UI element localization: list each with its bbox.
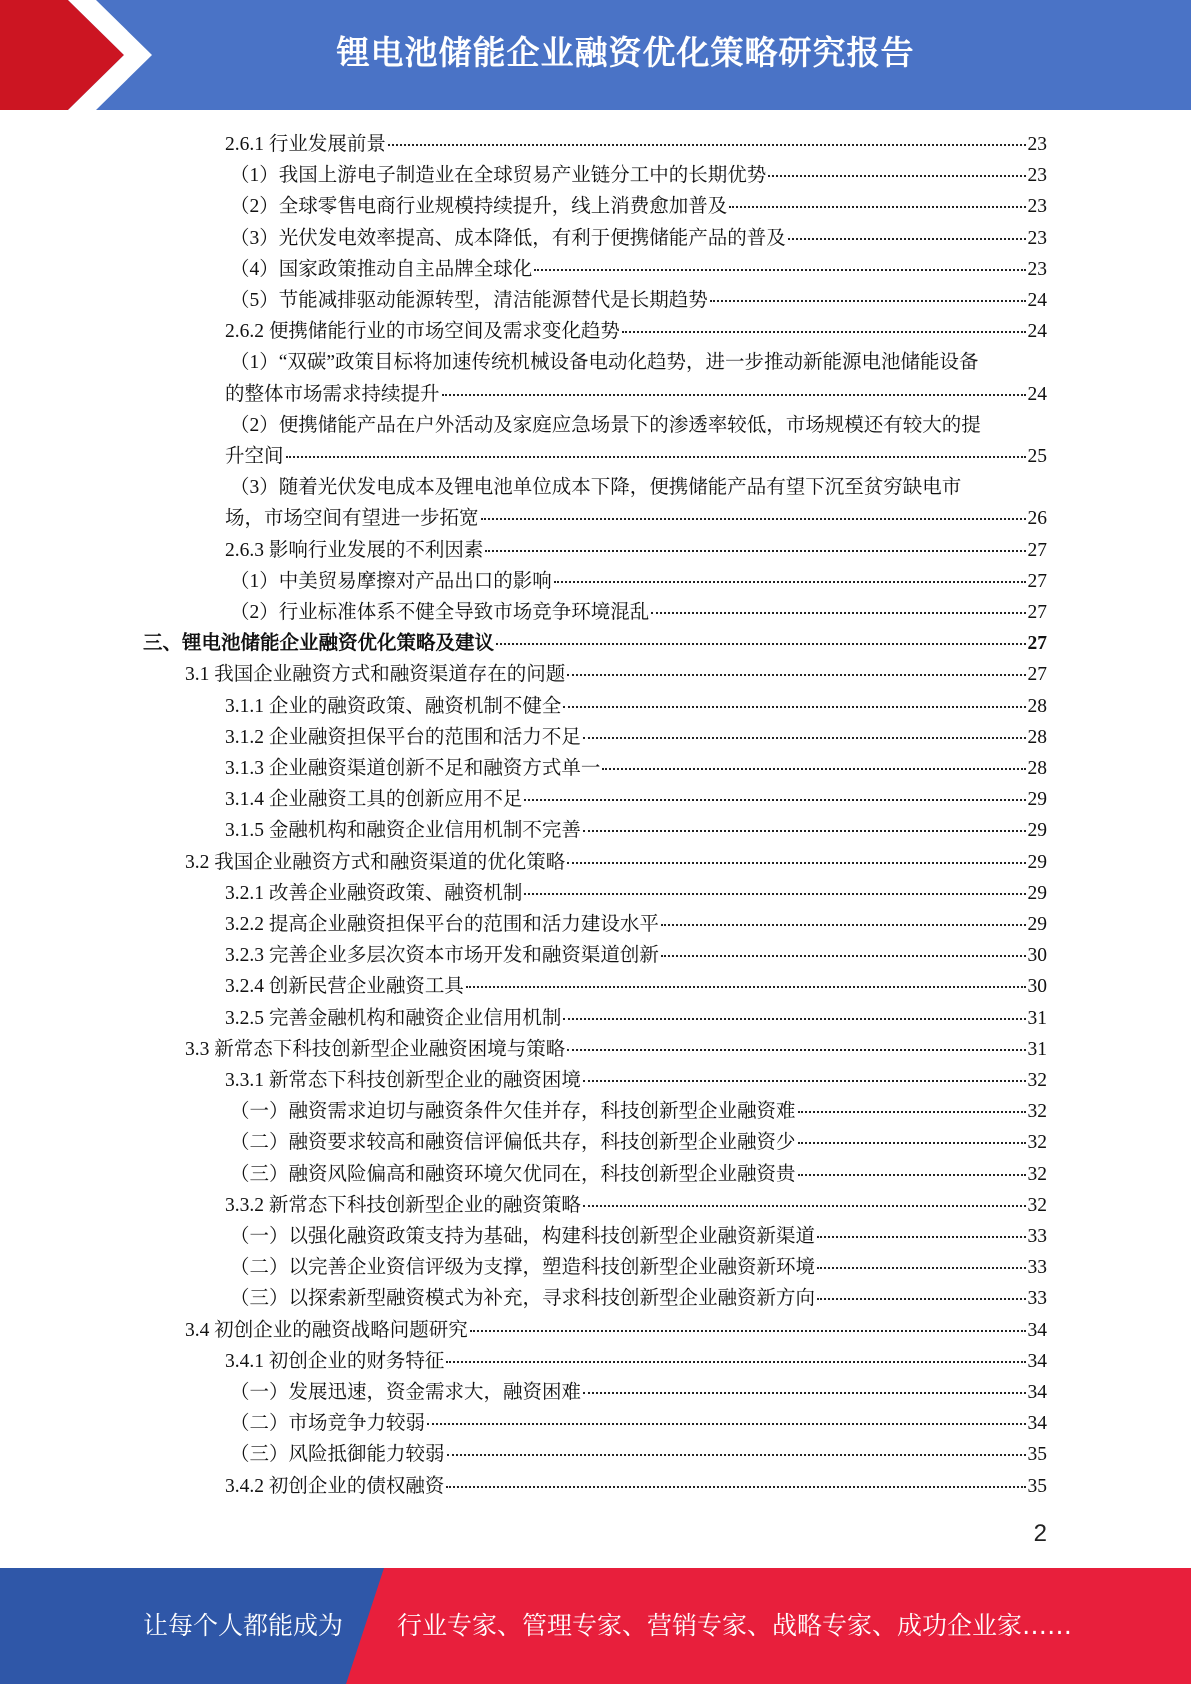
toc-entry[interactable]	[225, 939, 1047, 967]
toc-leader-dots	[798, 1173, 1026, 1176]
footer-banner	[0, 1568, 1191, 1684]
toc-entry-text: 三、锂电池储能企业融资优化策略及建议	[143, 633, 495, 655]
toc-leader-dots	[768, 174, 1025, 177]
toc-entry-text: 2.6.2 便携储能行业的市场空间及需求变化趋势	[225, 321, 620, 343]
toc-entry[interactable]	[230, 1126, 1047, 1154]
toc-entry-text: 3.2.2 提高企业融资担保平台的范围和活力建设水平	[225, 914, 659, 935]
toc-entry-text: 场，市场空间有望进一步拓宽	[225, 508, 479, 530]
toc-entry[interactable]	[225, 1345, 1047, 1373]
toc-leader-dots	[788, 237, 1026, 240]
toc-page-number: 28	[1027, 758, 1047, 779]
toc-leader-dots	[567, 673, 1025, 676]
toc-entry-text: （2）全球零售电商行业规模持续提升，线上消费愈加普及	[230, 196, 728, 218]
toc-page-number: 31	[1027, 1038, 1047, 1060]
toc-leader-dots	[470, 1329, 1026, 1332]
header-banner	[0, 0, 1191, 110]
toc-entry[interactable]	[225, 814, 1047, 842]
toc-leader-dots	[427, 1422, 1025, 1425]
toc-entry-text: （1）我国上游电子制造业在全球贸易产业链分工中的长期优势	[230, 165, 767, 187]
toc-entry-text: （三）融资风险偏高和融资环境欠优同在，科技创新型企业融资贵	[230, 1163, 796, 1185]
toc-page-number: 35	[1027, 1475, 1047, 1497]
toc-entry[interactable]	[225, 752, 1047, 780]
toc-entry-text: 3.4.1 初创企业的财务特征	[225, 1350, 445, 1372]
toc-leader-dots	[729, 205, 1025, 208]
toc-entry[interactable]	[225, 721, 1047, 749]
toc-entry[interactable]	[230, 284, 1047, 312]
toc-entry-text: 3.3.2 新常态下科技创新型企业的融资策略	[225, 1194, 581, 1216]
toc-entry-text: （二）市场竞争力较弱	[230, 1413, 426, 1435]
toc-page-number: 33	[1027, 1226, 1047, 1247]
toc-entry[interactable]	[225, 1002, 1047, 1030]
toc-entry-text: 3.4 初创企业的融资战略问题研究	[185, 1319, 468, 1341]
toc-entry[interactable]	[230, 1095, 1047, 1123]
toc-leader-dots	[554, 580, 1026, 583]
toc-entry[interactable]	[230, 1438, 1047, 1466]
toc-entry-text: 3.2.3 完善企业多层次资本市场开发和融资渠道创新	[225, 945, 659, 967]
toc-leader-dots	[563, 1017, 1025, 1020]
toc-page-number: 32	[1027, 1163, 1047, 1185]
toc-entry[interactable]	[230, 1220, 1047, 1248]
toc-leader-dots	[583, 1204, 1026, 1207]
toc-entry[interactable]	[143, 627, 1047, 655]
toc-leader-dots	[442, 393, 1026, 396]
toc-leader-dots	[583, 736, 1026, 739]
toc-page-number: 34	[1027, 1319, 1047, 1341]
toc-page-number: 34	[1027, 1382, 1047, 1403]
page-number: 2	[1033, 1520, 1047, 1547]
toc-entry-text: 3.2.4 创新民营企业融资工具	[225, 976, 464, 998]
toc-entry[interactable]	[230, 471, 961, 499]
toc-entry-text: 3.1.3 企业融资渠道创新不足和融资方式单一	[225, 758, 601, 779]
toc-page-number: 34	[1027, 1413, 1047, 1435]
toc-entry-text: 3.4.2 初创企业的债权融资	[225, 1475, 445, 1497]
toc-entry-text: 3.2 我国企业融资方式和融资渠道的优化策略	[185, 851, 566, 873]
toc-page-number: 29	[1027, 914, 1047, 935]
toc-entry-text: 3.2.1 改善企业融资政策、融资机制	[225, 882, 523, 904]
toc-entry[interactable]	[230, 159, 1047, 187]
toc-leader-dots	[661, 954, 1026, 957]
toc-entry-text: 3.3.1 新常态下科技创新型企业的融资困境	[225, 1070, 581, 1091]
toc-entry[interactable]	[230, 1158, 1047, 1186]
toc-entry[interactable]	[225, 502, 1047, 530]
toc-leader-dots	[481, 517, 1026, 520]
toc-leader-dots	[602, 767, 1025, 770]
toc-entry[interactable]	[225, 1470, 1047, 1498]
toc-leader-dots	[534, 268, 1025, 271]
toc-leader-dots	[446, 1485, 1025, 1488]
toc-page-number: 29	[1027, 882, 1047, 904]
toc-leader-dots	[563, 705, 1025, 708]
toc-entry[interactable]	[225, 440, 1047, 468]
toc-page-number: 27	[1027, 602, 1047, 623]
toc-entry-text: 3.3 新常态下科技创新型企业融资困境与策略	[185, 1038, 566, 1060]
toc-leader-dots	[466, 985, 1026, 988]
toc-page-number: 31	[1027, 1007, 1047, 1029]
toc-entry-text: （3）光伏发电效率提高、成本降低，有利于便携储能产品的普及	[230, 227, 786, 249]
toc-leader-dots	[496, 642, 1025, 645]
toc-page-number: 25	[1027, 446, 1047, 467]
toc-page-number: 24	[1027, 321, 1047, 343]
toc-entry-text: （1）“双碳”政策目标将加速传统机械设备电动化趋势，进一步推动新能源电池储能设备	[230, 352, 979, 374]
toc-entry-text: （3）随着光伏发电成本及锂电池单位成本下降，便携储能产品有望下沉至贫穷缺电市	[230, 477, 962, 499]
toc-leader-dots	[622, 330, 1026, 333]
toc-entry-text: （三）以探索新型融资模式为补充，寻求科技创新型企业融资新方向	[230, 1288, 816, 1310]
toc-entry-text: （三）风险抵御能力较弱	[230, 1444, 445, 1466]
footer-slogan-right: 行业专家、管理专家、营销专家、战略专家、成功企业家……	[397, 1611, 1073, 1640]
toc-page-number: 27	[1027, 664, 1047, 686]
toc-page-number: 23	[1027, 227, 1047, 249]
toc-entry[interactable]	[230, 596, 1047, 624]
toc-leader-dots	[661, 923, 1026, 926]
toc-entry-text: （2）便携储能产品在户外活动及家庭应急场景下的渗透率较低，市场规模还有较大的提	[230, 414, 981, 436]
toc-entry[interactable]	[225, 1064, 1047, 1092]
toc-entry-text: 升空间	[225, 446, 284, 467]
toc-page-number: 32	[1027, 1132, 1047, 1154]
toc-entry-text: （5）节能减排驱动能源转型，清洁能源替代是长期趋势	[230, 290, 708, 311]
toc-page-number: 30	[1027, 945, 1047, 967]
toc-entry[interactable]	[230, 1282, 1047, 1310]
toc-entry[interactable]	[185, 658, 1047, 686]
toc-entry-text: （二）以完善企业资信评级为支撑，塑造科技创新型企业融资新环境	[230, 1257, 816, 1279]
toc-leader-dots	[651, 611, 1025, 614]
toc-page-number: 29	[1027, 820, 1047, 842]
toc-entry-text: （1）中美贸易摩擦对产品出口的影响	[230, 570, 552, 592]
toc-entry-text: 3.2.5 完善金融机构和融资企业信用机制	[225, 1007, 562, 1029]
toc-leader-dots	[286, 455, 1026, 458]
toc-page-number: 27	[1027, 633, 1047, 655]
toc-leader-dots	[524, 798, 1025, 801]
toc-leader-dots	[388, 143, 1026, 146]
toc-leader-dots	[583, 1079, 1026, 1082]
toc-page-number: 26	[1027, 508, 1047, 530]
toc-entry-text: 2.6.3 影响行业发展的不利因素	[225, 539, 484, 561]
toc-entry[interactable]	[225, 908, 1047, 936]
toc-page-number: 23	[1027, 196, 1047, 218]
toc-entry[interactable]	[230, 253, 1047, 281]
toc-leader-dots	[817, 1266, 1025, 1269]
toc-entry-text: 的整体市场需求持续提升	[225, 383, 440, 405]
toc-leader-dots	[817, 1297, 1025, 1300]
toc-page-number: 24	[1027, 290, 1047, 311]
toc-entry[interactable]	[230, 1407, 1047, 1435]
toc-entry[interactable]	[185, 1314, 1047, 1342]
toc-page-number: 24	[1027, 383, 1047, 405]
toc-leader-dots	[817, 1235, 1025, 1238]
toc-page-number: 23	[1027, 165, 1047, 187]
toc-entry[interactable]	[225, 783, 1047, 811]
toc-page-number: 23	[1027, 134, 1047, 155]
toc-page-number: 29	[1027, 789, 1047, 811]
toc-page-number: 32	[1027, 1101, 1047, 1123]
toc-entry[interactable]	[225, 128, 1047, 156]
toc-entry-text: （2）行业标准体系不健全导致市场竞争环境混乱	[230, 602, 650, 623]
page-title: 锂电池储能企业融资优化策略研究报告	[336, 33, 915, 72]
toc-page-number: 28	[1027, 695, 1047, 717]
toc-leader-dots	[798, 1141, 1026, 1144]
toc-entry[interactable]	[185, 846, 1047, 874]
toc-leader-dots	[583, 829, 1026, 832]
toc-page-number: 28	[1027, 726, 1047, 748]
toc-entry-text: 3.1.4 企业融资工具的创新应用不足	[225, 789, 523, 811]
toc-leader-dots	[524, 892, 1025, 895]
toc-entry[interactable]	[230, 1376, 1047, 1404]
toc-entry[interactable]	[185, 1033, 1047, 1061]
toc-leader-dots	[710, 299, 1026, 302]
toc-page-number: 32	[1027, 1194, 1047, 1216]
toc-page-number: 34	[1027, 1350, 1047, 1372]
toc-page-number: 32	[1027, 1070, 1047, 1091]
toc-entry[interactable]	[230, 409, 981, 437]
toc-page-number: 23	[1027, 258, 1047, 280]
toc-page-number: 29	[1027, 851, 1047, 873]
toc-leader-dots	[447, 1453, 1026, 1456]
toc-entry[interactable]	[230, 190, 1047, 218]
toc-leader-dots	[446, 1360, 1025, 1363]
toc-entry[interactable]	[225, 877, 1047, 905]
toc-leader-dots	[485, 549, 1025, 552]
toc-entry[interactable]	[225, 378, 1047, 406]
toc-page-number: 35	[1027, 1444, 1047, 1466]
toc-entry-text: 3.1.5 金融机构和融资企业信用机制不完善	[225, 820, 581, 842]
toc-entry[interactable]	[230, 222, 1047, 250]
toc-entry[interactable]	[225, 534, 1047, 562]
toc-leader-dots	[583, 1391, 1025, 1394]
toc-leader-dots	[798, 1110, 1026, 1113]
toc-entry-text: 3.1.2 企业融资担保平台的范围和活力不足	[225, 726, 581, 748]
toc-entry-text: （二）融资要求较高和融资信评偏低共存，科技创新型企业融资少	[230, 1132, 796, 1154]
toc-entry[interactable]	[225, 315, 1047, 343]
toc-page-number: 27	[1027, 570, 1047, 592]
toc-entry[interactable]	[225, 1189, 1047, 1217]
toc-entry[interactable]	[225, 690, 1047, 718]
toc-leader-dots	[567, 861, 1025, 864]
toc-entry-text: （一）以强化融资政策支持为基础，构建科技创新型企业融资新渠道	[230, 1226, 816, 1247]
toc-entry-text: （一）发展迅速，资金需求大，融资困难	[230, 1382, 582, 1403]
toc-page-number: 30	[1027, 976, 1047, 998]
toc-entry-text: 3.1.1 企业的融资政策、融资机制不健全	[225, 695, 562, 717]
toc-entry-text: 3.1 我国企业融资方式和融资渠道存在的问题	[185, 664, 566, 686]
toc-entry[interactable]	[225, 970, 1047, 998]
toc-page-number: 33	[1027, 1257, 1047, 1279]
toc-entry-text: （4）国家政策推动自主品牌全球化	[230, 258, 533, 280]
toc-entry-text: （一）融资需求迫切与融资条件欠佳并存，科技创新型企业融资难	[230, 1101, 796, 1123]
toc-entry[interactable]	[230, 1251, 1047, 1279]
footer-slogan-left: 让每个人都能成为	[143, 1611, 344, 1640]
toc-entry[interactable]	[230, 565, 1047, 593]
toc-entry-text: 2.6.1 行业发展前景	[225, 134, 386, 155]
toc-entry[interactable]	[230, 346, 979, 374]
toc-page-number: 27	[1027, 539, 1047, 561]
toc-leader-dots	[567, 1048, 1025, 1051]
toc-page-number: 33	[1027, 1288, 1047, 1310]
